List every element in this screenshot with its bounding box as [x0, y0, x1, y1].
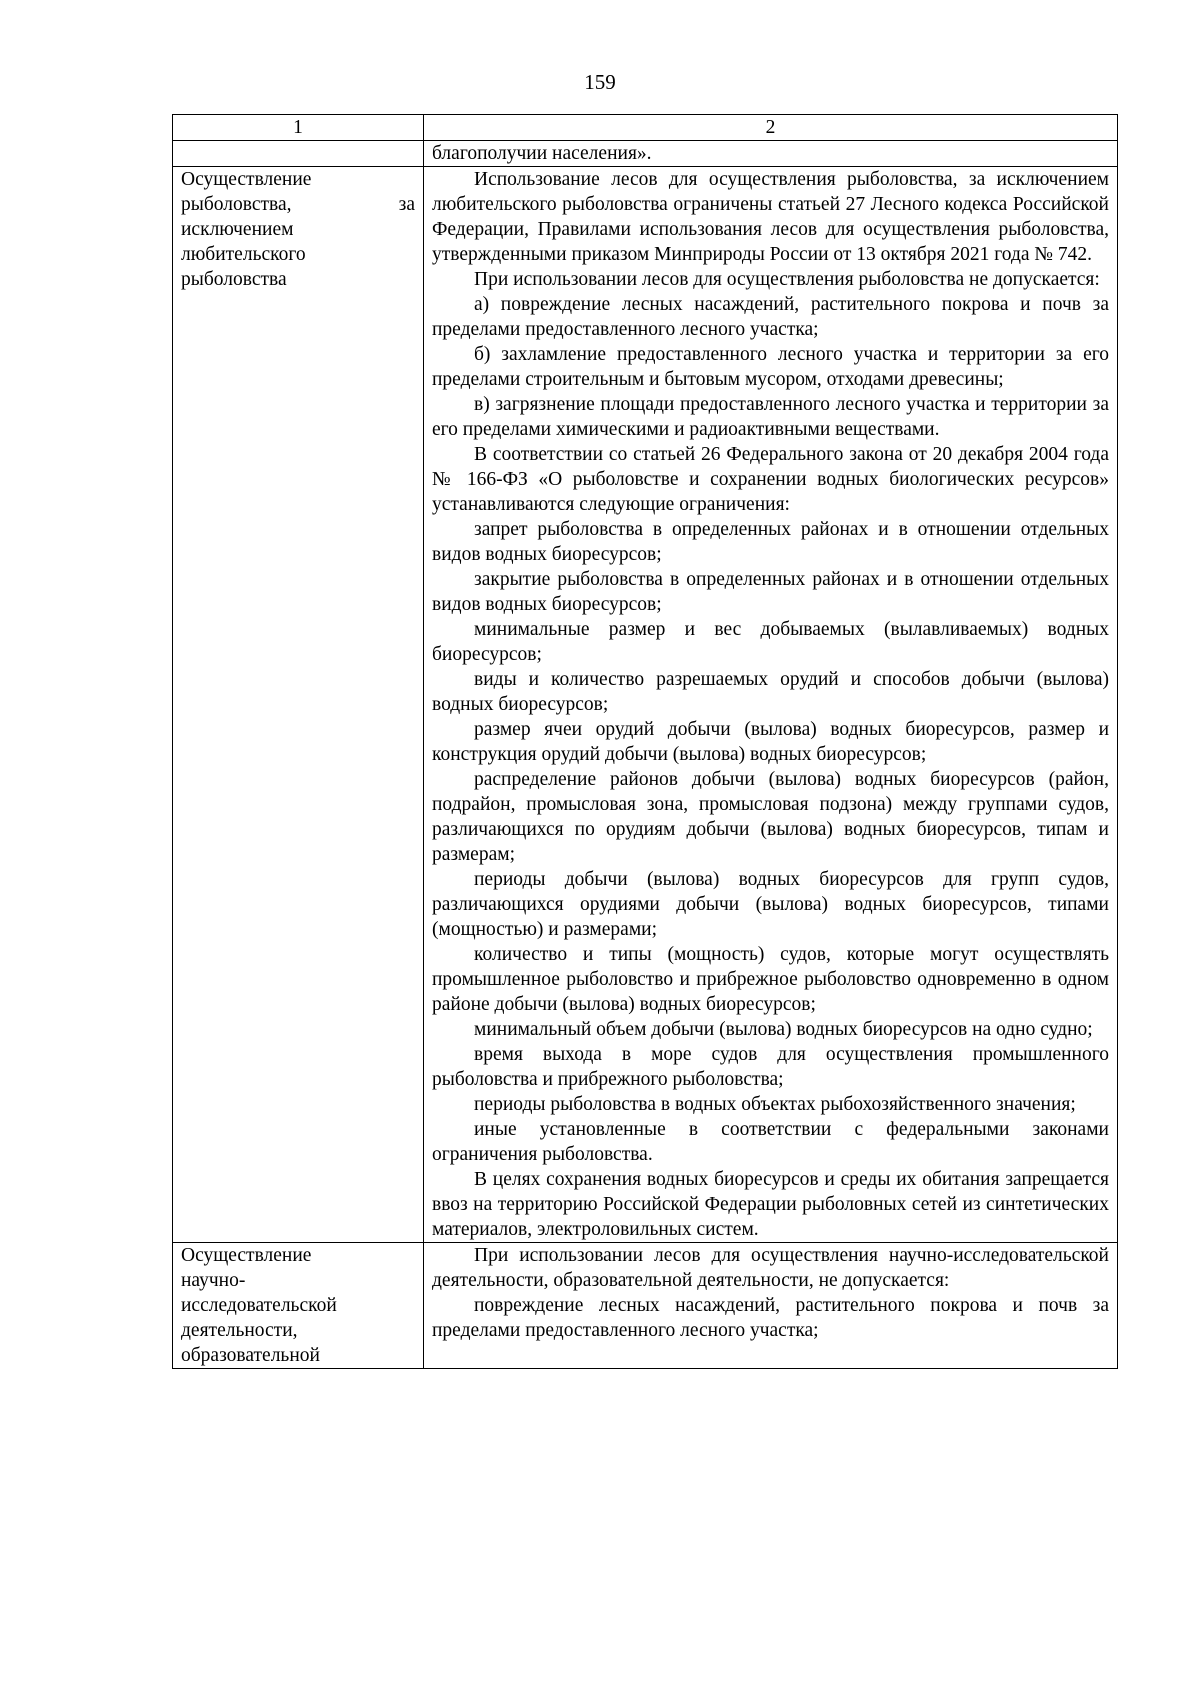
- activity-name-line: образовательной: [181, 1345, 320, 1366]
- paragraph: закрытие рыболовства в определенных районах и в отношении отдельных видов водных биоресурсов;: [432, 569, 1109, 615]
- restrictions-cell: [424, 1243, 1118, 1369]
- activity-name-line: Осуществление: [181, 169, 312, 190]
- activity-name-line: деятельности,: [181, 1320, 298, 1341]
- paragraph: периоды рыболовства в водных объектах рыбохозяйственного значения;: [474, 1094, 1076, 1115]
- table-row: [173, 141, 1118, 167]
- paragraph: количество и типы (мощность) судов, которые могут осуществлять промышленное рыболовство и прибрежное рыболовство одновременно в одном районе добычи (вылова) водных биоресурсов;: [432, 944, 1109, 1015]
- paragraph: иные установленные в соответствии с федеральными законами ограничения рыболовства.: [432, 1119, 1109, 1165]
- paragraph: в) загрязнение площади предоставленного лесного участка и территории за его пределами химическими и радиоактивными веществами.: [432, 394, 1109, 440]
- paragraph: В целях сохранения водных биоресурсов и среды их обитания запрещается ввоз на территорию Российской Федерации рыболовных сетей из синтетических материалов, электроловильных систем.: [432, 1169, 1109, 1240]
- paragraph: Использование лесов для осуществления рыболовства, за исключением любительского рыболовства ограничены статьей 27 Лесного кодекса Российской Федерации, Правилами использования лесов для осуществления рыболовства, утвержденными приказом Минприроды России от 13 октября 2021 года № 742.: [432, 169, 1109, 265]
- table-row-fishing: [173, 167, 1118, 1243]
- column-header-1: 1: [173, 115, 424, 141]
- paragraph: При использовании лесов для осуществления научно-исследовательской деятельности, образовательной деятельности, не допускается:: [432, 1245, 1109, 1291]
- table-cell: [424, 141, 1118, 167]
- activity-name-cell: [173, 167, 424, 1243]
- paragraph: минимальные размер и вес добываемых (вылавливаемых) водных биоресурсов;: [432, 619, 1109, 665]
- continued-text: благополучии населения».: [432, 143, 652, 164]
- column-header-2: 2: [424, 115, 1118, 141]
- paragraph: При использовании лесов для осуществления рыболовства не допускается:: [474, 269, 1100, 290]
- restrictions-cell: [424, 167, 1118, 1243]
- paragraph: В соответствии со статьей 26 Федерального закона от 20 декабря 2004 года № 166-ФЗ «О рыболовстве и сохранении водных биологических ресурсов» устанавливаются следующие ограничения:: [432, 444, 1109, 515]
- document-table: [172, 114, 1118, 1369]
- activity-name-cell: [173, 1243, 424, 1369]
- paragraph: периоды добычи (вылова) водных биоресурсов для групп судов, различающихся орудиями добычи (вылова) водных биоресурсов, типами (мощностью) и размерами;: [432, 869, 1109, 940]
- table-row-research: [173, 1243, 1118, 1369]
- paragraph: б) захламление предоставленного лесного участка и территории за его пределами строительным и бытовым мусором, отходами древесины;: [432, 344, 1109, 390]
- activity-name-line: исключением: [181, 219, 294, 240]
- table-cell-empty: [173, 141, 424, 167]
- activity-name-line: научно-: [181, 1270, 246, 1291]
- activity-name-line: любительского: [181, 244, 306, 265]
- paragraph: распределение районов добычи (вылова) водных биоресурсов (район, подрайон, промысловая зона, промысловая подзона) между группами судов, различающихся по орудиям добычи (вылова) водных биоресурсов, типам и размерам;: [432, 769, 1109, 865]
- paragraph: запрет рыболовства в определенных районах и в отношении отдельных видов водных биоресурсов;: [432, 519, 1109, 565]
- paragraph: минимальный объем добычи (вылова) водных биоресурсов на одно судно;: [474, 1019, 1093, 1040]
- page-number: 159: [584, 70, 616, 94]
- paragraph: повреждение лесных насаждений, растительного покрова и почв за пределами предоставленного лесного участка;: [432, 1295, 1109, 1341]
- paragraph: время выхода в море судов для осуществления промышленного рыболовства и прибрежного рыболовства;: [432, 1044, 1109, 1090]
- activity-name-line: исследовательской: [181, 1295, 337, 1316]
- paragraph: виды и количество разрешаемых орудий и способов добычи (вылова) водных биоресурсов;: [432, 669, 1109, 715]
- activity-name-line: Осуществление: [181, 1245, 312, 1266]
- paragraph: размер ячеи орудий добычи (вылова) водных биоресурсов, размер и конструкция орудий добычи (вылова) водных биоресурсов;: [432, 719, 1109, 765]
- paragraph: а) повреждение лесных насаждений, растительного покрова и почв за пределами предоставленного лесного участка;: [432, 294, 1109, 340]
- activity-name-line: рыболовства, за: [181, 194, 415, 215]
- table-header-row: [173, 115, 1118, 141]
- activity-name-line: рыболовства: [181, 269, 287, 290]
